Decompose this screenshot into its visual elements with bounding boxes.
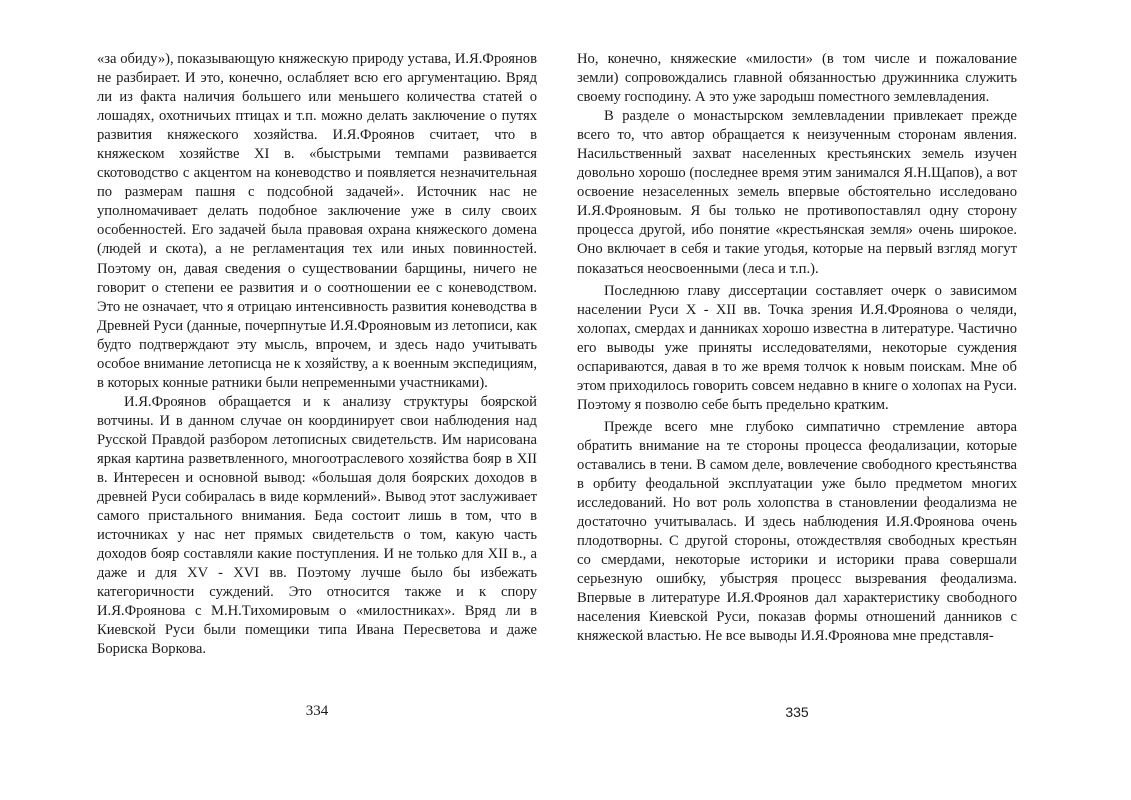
paragraph: И.Я.Фроянов обращается и к анализу структуры боярской вотчины. И в данном случае он координирует свои наблюдения над Русской Правдой разбором летописных свидетельств. Им нарисована яркая картина разветвленного, многоотраслевого хозяйства бояр в XII в. Интересен и основной вывод: «большая доля боярских доходов в древней Руси собиралась в виде кормлений». Вывод этот заслуживает самого пристального внимания. Беда состоит лишь в том, что в источниках у нас нет прямых свидетельств о том, какую часть доходов бояр составляли какие поступления. И не только для XII в., а даже и для XV - XVI вв. Поэтому лучше было бы избежать категоричности суждений. Это относится также и к спору И.Я.Фроянова с М.Н.Тихомировым о «милостниках». Вряд ли в Киевской Руси были помещики типа Ивана Пересветова и даже Бориска Воркова. [97, 393, 537, 658]
right-page-text [577, 50, 1017, 646]
page-number-right: 335 [785, 704, 809, 720]
paragraph: Но, конечно, княжеские «милости» (в том числе и пожалование земли) сопровождались главной обязанностью дружинника служить своему господину. А это уже зародыш поместного землевладения. [577, 51, 1017, 106]
page-number-left: 334 [305, 703, 329, 719]
paragraph: В разделе о монастырском землевладении привлекает прежде всего то, что автор обращается к неизученным сторонам явления. Насильственный захват населенных крестьянских земель изучен довольно хорошо (последнее время этим занимался Я.Н.Щапов), а вот освоение незаселенных земель впервые обстоятельно исследовано И.Я.Фрояновым. Я бы только не противопоставлял одну сторону процесса другой, ибо понятие «крестьянская земля» очень широкое. Оно включает в себя и такие угодья, которые на первый взгляд могут показаться неосвоенными (леса и т.п.). [577, 108, 1017, 277]
left-page-text [97, 50, 537, 660]
right-page [577, 50, 1017, 646]
left-page [97, 50, 537, 660]
paragraph: «за обиду»), показывающую княжескую природу устава, И.Я.Фроянов не разбирает. И это, конечно, ослабляет всю его аргументацию. Вряд ли из факта наличия большего или меньшего количества статей о лошадях, охотничьих птицах и т.п. можно делать заключение о путях развития княжеского хозяйства. И.Я.Фроянов считает, что в княжеском хозяйстве XI в. «быстрыми темпами развивается скотоводство с акцентом на коневодство и появляется незначительная по размерам пашня с подсобной задачей». Источник нас не уполномачивает делать подобное заключение уже в силу своих особенностей. Его задачей была правовая охрана княжеского домена (людей и скота), а не регламентация тех или иных повинностей. Поэтому он, давая сведения о существовании барщины, ничего не говорит о степени ее развития и о соотношении ее с коневодством. Это не означает, что я отрицаю интенсивность развития коневодства в Древней Руси (данные, почерпнутые И.Я.Фрояновым из летописи, как будто подтверждают эту мысль, впрочем, и здесь надо учитывать особое внимание летописца не к хозяйству, а к военным экспедициям, в которых конные ратники были непременными участниками). [97, 51, 537, 391]
paragraph: Прежде всего мне глубоко симпатично стремление автора обратить внимание на те стороны процесса феодализации, которые оставались в тени. В самом деле, вовлечение свободного крестьянства в орбиту феодальной эксплуатации уже было предметом многих исследований. Но вот роль холопства в становлении феодализма не достаточно учитывалась. И здесь наблюдения И.Я.Фроянова очень плодотворны. С другой стороны, отождествляя свободных крестьян со смердами, некоторые историки и историки права совершали серьезную ошибку, убыстряя процесс вызревания феодализма. Впервые в литературе И.Я.Фроянов дал характеристику свободного населения Киевской Руси, показав формы отношений данников с княжеской властью. Не все выводы И.Я.Фроянова мне представля- [577, 418, 1017, 645]
paragraph: Последнюю главу диссертации составляет очерк о зависимом населении Руси X - XII вв. Точка зрения И.Я.Фроянова о челяди, холопах, смердах и данниках хорошо известна в литературе. Частично его выводы уже приняты исследователями, некоторые суждения оспариваются, давая в то же время толчок к новым поискам. Мне об этом приходилось говорить совсем недавно в книге о холопах на Руси. Поэтому я позволю себе быть предельно кратким. [577, 282, 1017, 413]
